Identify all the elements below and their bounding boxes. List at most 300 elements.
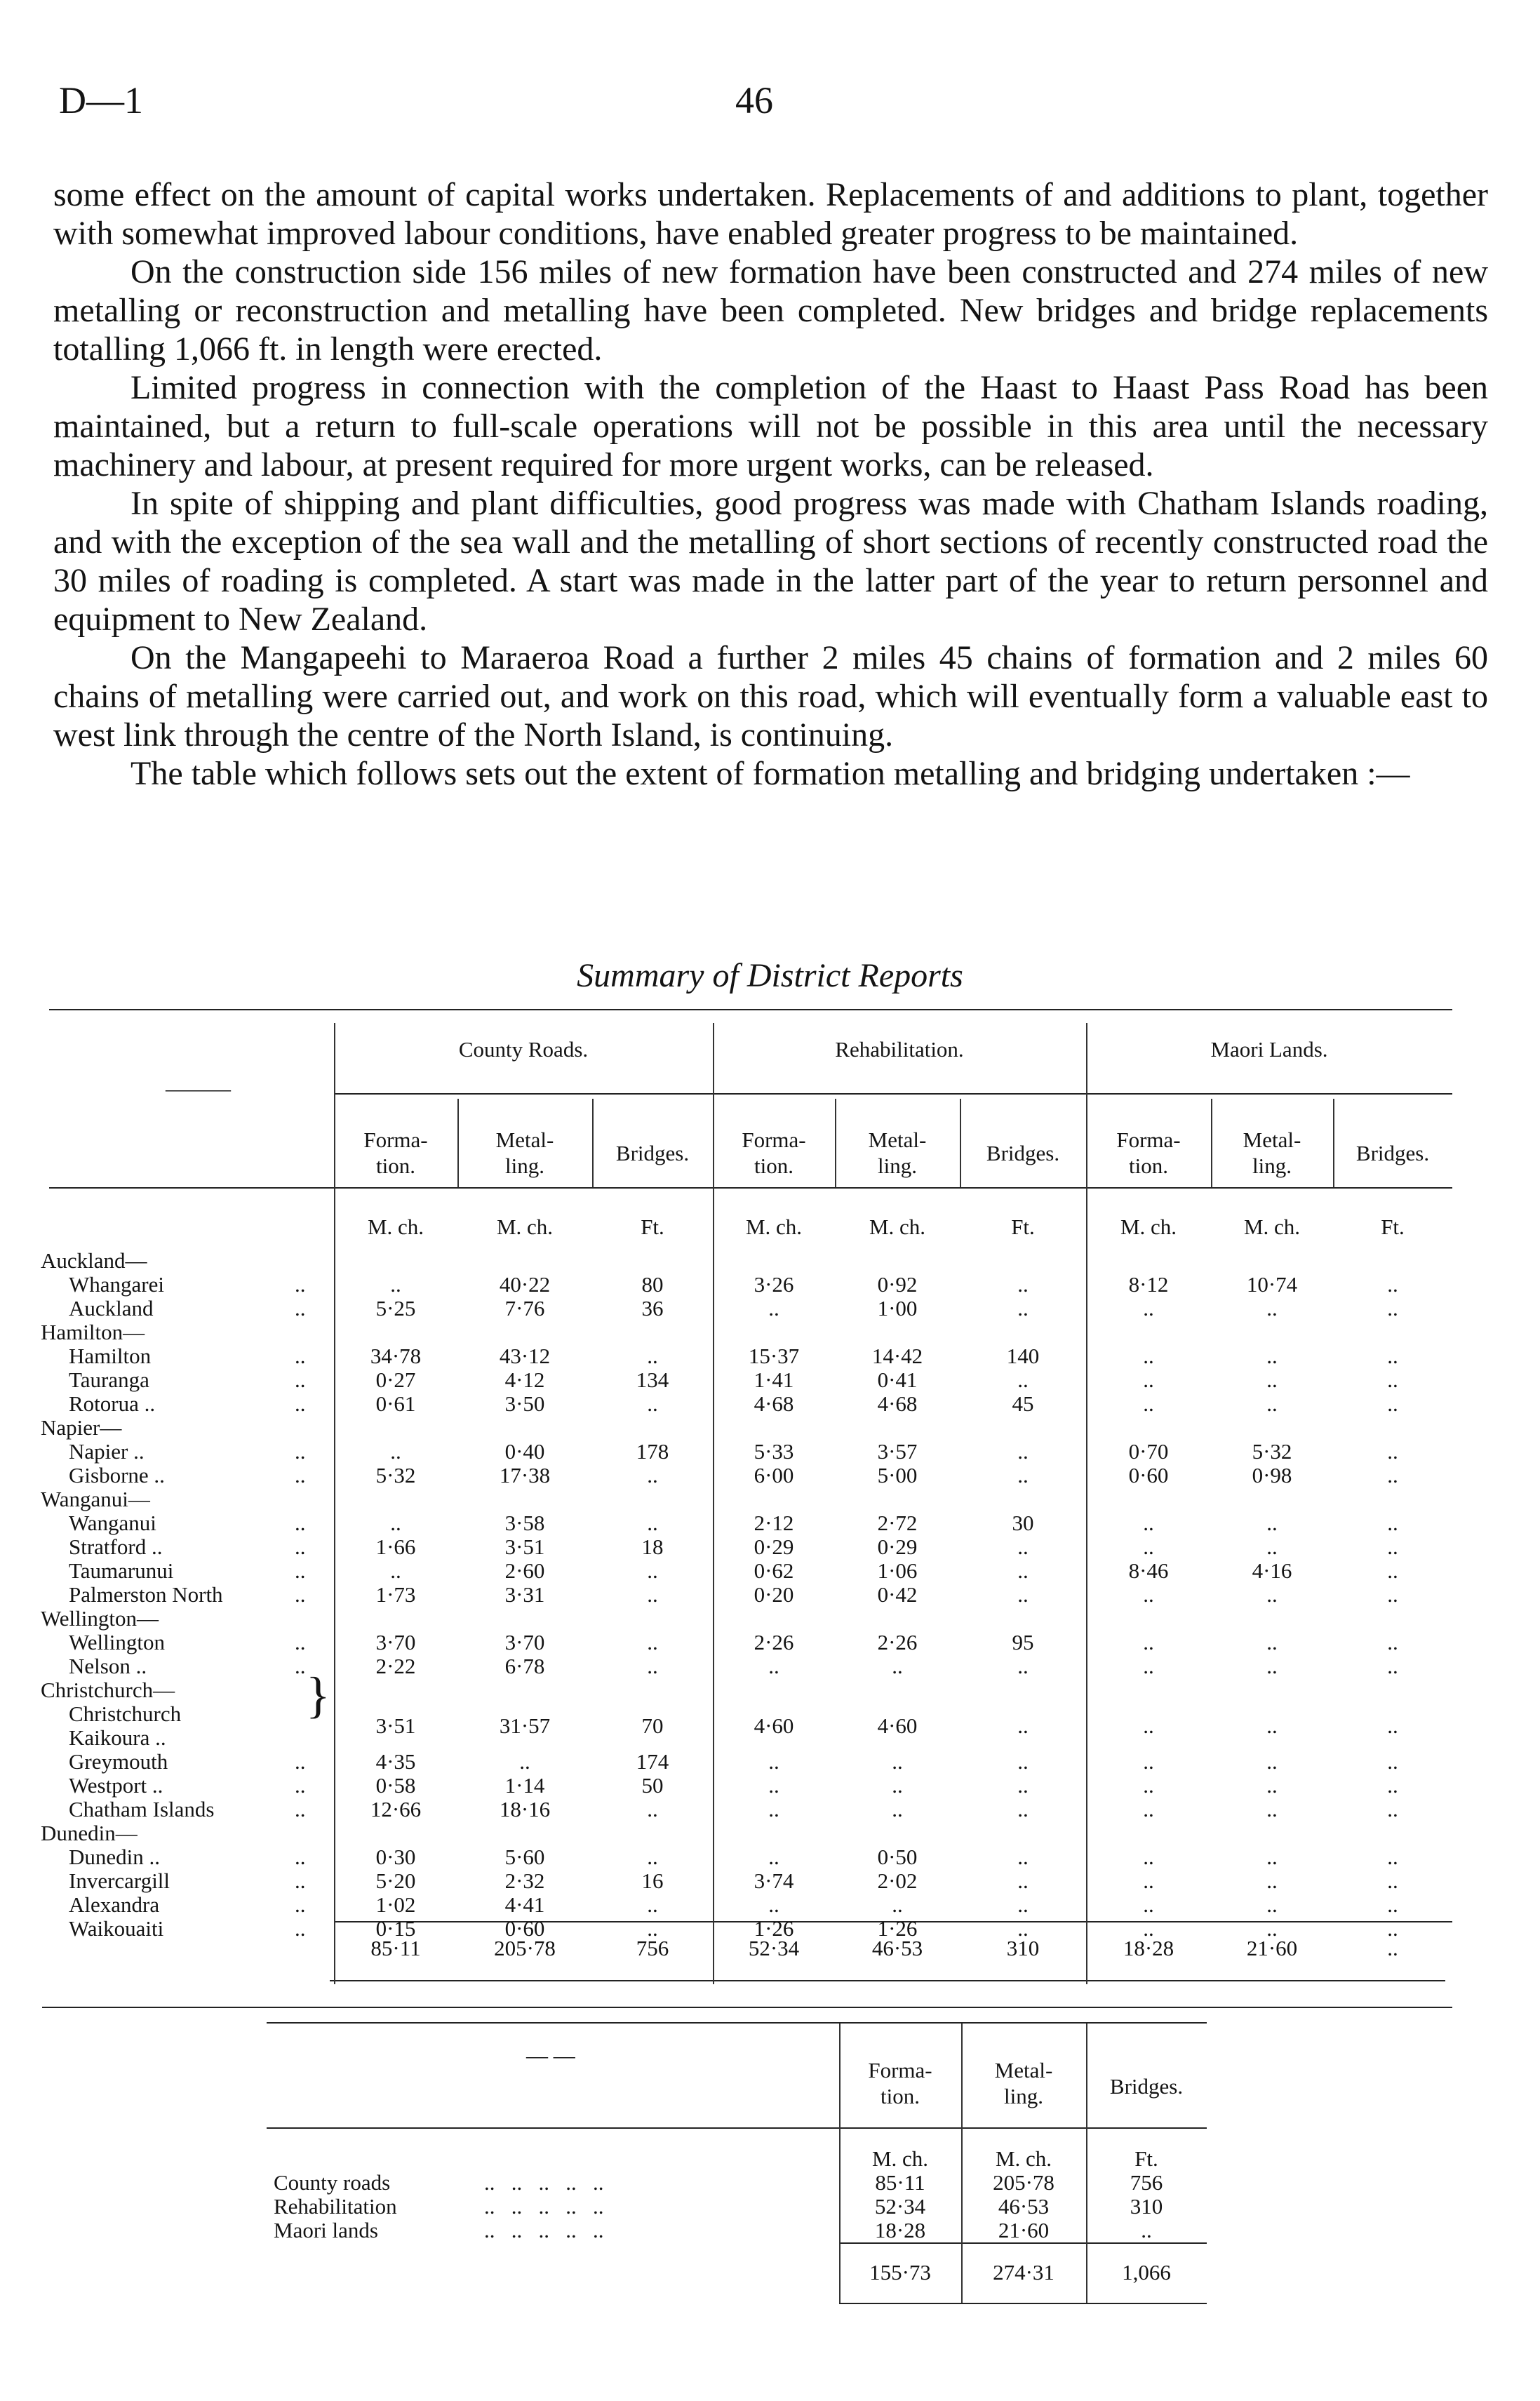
row-label: Kaikoura .. — [69, 1725, 166, 1750]
table-cell: .. — [390, 1272, 401, 1297]
leader-dots: .. — [295, 1916, 306, 1941]
leader-dots: .. — [295, 1773, 306, 1798]
table-cell: .. — [768, 1892, 779, 1917]
summary-cell: 310 — [1130, 2194, 1163, 2219]
unit-label: Ft. — [1381, 1215, 1405, 1239]
table-cell: 4·68 — [754, 1391, 794, 1416]
leader-dots: .. — [295, 1630, 306, 1654]
row-label: Alexandra — [69, 1892, 160, 1917]
table-cell: .. — [1143, 1749, 1154, 1774]
table-cell: .. — [1143, 1845, 1154, 1869]
table-cell: 4·41 — [504, 1892, 545, 1917]
table-cell: .. — [1017, 1797, 1029, 1821]
table-cell: 40·22 — [499, 1272, 551, 1297]
table-cell: .. — [647, 1463, 658, 1487]
table-cell: 7·76 — [504, 1296, 545, 1320]
table-cell: 2·26 — [754, 1630, 794, 1654]
table-cell: .. — [1017, 1892, 1029, 1917]
table-cell: .. — [892, 1654, 903, 1678]
leader-dots: .. — [295, 1463, 306, 1487]
column-header: Forma- tion. — [363, 1128, 428, 1178]
unit-label: M. ch. — [1243, 1215, 1301, 1239]
unit-label: Ft. — [1011, 1215, 1035, 1239]
table-cell: .. — [1143, 1344, 1154, 1368]
table-cell: 4·60 — [754, 1713, 794, 1738]
total-cell: 18·28 — [1123, 1936, 1174, 1960]
table-cell: 1·66 — [375, 1534, 416, 1559]
table-cell: .. — [1143, 1296, 1154, 1320]
row-label: Taumarunui — [69, 1558, 174, 1583]
row-label: Palmerston North — [69, 1582, 223, 1607]
summary-cell: .. — [1141, 2218, 1152, 2242]
summary-stub-dash: — — — [526, 2043, 575, 2068]
table-cell: 0·60 — [504, 1916, 545, 1941]
unit-label: M. ch. — [869, 1215, 926, 1239]
paragraph: Limited progress in connection with the completion of the Haast to Haast Pass Road has been maintained, but a return to full-scale operations will not be possible in this area until the necessary machinery and labour, at present required for more urgent works, can be released. — [53, 369, 1488, 483]
table-cell: .. — [1266, 1845, 1278, 1869]
table-cell: .. — [1387, 1511, 1398, 1535]
total-cell: 205·78 — [494, 1936, 556, 1960]
table-cell: 0·58 — [375, 1773, 416, 1798]
table-cell: .. — [1387, 1463, 1398, 1487]
table-cell: .. — [1143, 1654, 1154, 1678]
stub-dash: ——— — [166, 1076, 231, 1101]
table-cell: .. — [1387, 1582, 1398, 1607]
table-cell: 5·25 — [375, 1296, 416, 1320]
table-cell: 3·58 — [504, 1511, 545, 1535]
table-cell: .. — [1266, 1868, 1278, 1893]
leader-dots: .. — [295, 1296, 306, 1320]
table-cell: 174 — [636, 1749, 669, 1774]
table-cell: 178 — [636, 1439, 669, 1464]
leader-dots: .. .. .. .. .. — [484, 2194, 604, 2219]
table-cell: .. — [768, 1654, 779, 1678]
table-cell: 5·20 — [375, 1868, 416, 1893]
table-cell: .. — [1266, 1654, 1278, 1678]
leader-dots: .. — [295, 1439, 306, 1464]
table-cell: .. — [1387, 1296, 1398, 1320]
table-cell: .. — [1266, 1797, 1278, 1821]
table-cell: .. — [1017, 1439, 1029, 1464]
table-cell: .. — [647, 1797, 658, 1821]
table-bottom-rule — [330, 1980, 1445, 1981]
summary-cell: 46·53 — [998, 2194, 1050, 2219]
table-cell: 1·00 — [877, 1296, 918, 1320]
table-cell: 70 — [641, 1713, 664, 1738]
row-label: Chatham Islands — [69, 1797, 215, 1821]
table-cell: 30 — [1012, 1511, 1034, 1535]
table-cell: 6·78 — [504, 1654, 545, 1678]
summary-cell: 85·11 — [875, 2170, 925, 2195]
table-cell: .. — [1387, 1749, 1398, 1774]
table-cell: .. — [1143, 1534, 1154, 1559]
table-cell: .. — [647, 1916, 658, 1941]
table-cell: .. — [1017, 1654, 1029, 1678]
table-cell: 0·50 — [877, 1845, 918, 1869]
table-cell: .. — [1266, 1296, 1278, 1320]
paragraph: In spite of shipping and plant difficulties, good progress was made with Chatham Islands roading, and with the exception of the sea wall and the metalling of short sections of recently constructed road the 30 miles of roading is completed. A start was made in the latter part of the year to return personnel and equipment to New Zealand. — [53, 485, 1488, 638]
table-cell: 12·66 — [370, 1797, 422, 1821]
table-cell: 0·92 — [877, 1272, 918, 1297]
table-cell: 5·32 — [375, 1463, 416, 1487]
row-label: Whangarei — [69, 1272, 164, 1297]
table-cell: .. — [1387, 1654, 1398, 1678]
leader-dots: .. .. .. .. .. — [484, 2170, 604, 2195]
row-label: Greymouth — [69, 1749, 168, 1774]
table-cell: 3·31 — [504, 1582, 545, 1607]
table-cell: .. — [1017, 1916, 1029, 1941]
group-rule — [335, 1093, 1452, 1095]
table-cell: 3·26 — [754, 1272, 794, 1297]
table-cell: .. — [1387, 1558, 1398, 1583]
table-cell: 36 — [641, 1296, 664, 1320]
table-cell: .. — [768, 1773, 779, 1798]
summary-total-cell: 274·31 — [993, 2260, 1054, 2285]
leader-dots: .. — [295, 1534, 306, 1559]
row-label: Nelson .. — [69, 1654, 147, 1678]
table-cell: 2·72 — [877, 1511, 918, 1535]
total-cell: 52·34 — [748, 1936, 800, 1960]
table-caption: Summary of District Reports — [577, 957, 963, 994]
unit-label: M. ch. — [367, 1215, 424, 1239]
summary-totals-rule — [839, 2242, 1207, 2244]
table-cell: 5·00 — [877, 1463, 918, 1487]
row-label: Napier— — [41, 1415, 122, 1440]
table-cell: .. — [1387, 1713, 1398, 1738]
table-cell: 2·02 — [877, 1868, 918, 1893]
unit-label: M. ch. — [496, 1215, 554, 1239]
table-cell: .. — [1143, 1511, 1154, 1535]
table-cell: .. — [768, 1797, 779, 1821]
table-cell: .. — [1143, 1892, 1154, 1917]
table-cell: .. — [1387, 1391, 1398, 1416]
table-cell: .. — [1017, 1749, 1029, 1774]
total-cell: 756 — [636, 1936, 669, 1960]
table-cell: .. — [892, 1749, 903, 1774]
table-cell: 8·12 — [1128, 1272, 1169, 1297]
row-label: Rotorua .. — [69, 1391, 156, 1416]
leader-dots: .. — [295, 1391, 306, 1416]
table-cell: 3·51 — [375, 1713, 416, 1738]
summary-unit-label: Ft. — [1134, 2146, 1158, 2171]
table-cell: .. — [1266, 1713, 1278, 1738]
table-cell: 43·12 — [499, 1344, 551, 1368]
summary-column-header: Forma- tion. — [868, 2058, 932, 2108]
table-cell: .. — [1143, 1630, 1154, 1654]
column-header: Metal- ling. — [1243, 1128, 1301, 1178]
table-cell: .. — [1266, 1773, 1278, 1798]
table-cell: .. — [1143, 1391, 1154, 1416]
row-label: Tauranga — [69, 1367, 149, 1392]
page-ref: D—1 — [59, 79, 143, 121]
table-cell: 0·40 — [504, 1439, 545, 1464]
table-cell: 3·57 — [877, 1439, 918, 1464]
table-cell: 3·50 — [504, 1391, 545, 1416]
table-cell: 18 — [641, 1534, 664, 1559]
page-number: 46 — [735, 79, 773, 121]
summary-column-header: Metal- ling. — [994, 2058, 1053, 2108]
summary-row-label: County roads — [274, 2170, 391, 2195]
summary-unit-label: M. ch. — [871, 2146, 929, 2171]
table-cell: 3·74 — [754, 1868, 794, 1893]
table-cell: 0·30 — [375, 1845, 416, 1869]
table-cell: 14·42 — [871, 1344, 923, 1368]
row-label: Wellington — [69, 1630, 165, 1654]
total-cell: 46·53 — [871, 1936, 923, 1960]
row-label: Napier .. — [69, 1439, 145, 1464]
table-cell: 18·16 — [499, 1797, 551, 1821]
table-cell: .. — [1266, 1916, 1278, 1941]
table-cell: .. — [1017, 1534, 1029, 1559]
table-cell: .. — [1143, 1367, 1154, 1392]
table-cell: 1·02 — [375, 1892, 416, 1917]
table-cell: .. — [1266, 1511, 1278, 1535]
summary-row-label: Rehabilitation — [274, 2194, 397, 2219]
table-cell: .. — [1017, 1582, 1029, 1607]
leader-dots: .. — [295, 1511, 306, 1535]
table-cell: 3·70 — [375, 1630, 416, 1654]
table-cell: .. — [768, 1749, 779, 1774]
table-cell: 45 — [1012, 1391, 1034, 1416]
summary-cell: 52·34 — [874, 2194, 926, 2219]
table-cell: .. — [647, 1630, 658, 1654]
table-cell: 2·60 — [504, 1558, 545, 1583]
table-cell: .. — [1387, 1797, 1398, 1821]
table-cell: 0·29 — [754, 1534, 794, 1559]
table-cell: 0·42 — [877, 1582, 918, 1607]
table-cell: 140 — [1006, 1344, 1040, 1368]
table-cell: 10·74 — [1246, 1272, 1298, 1297]
table-cell: 16 — [641, 1868, 664, 1893]
summary-cell: 21·60 — [998, 2218, 1050, 2242]
paragraph: On the construction side 156 miles of new formation have been constructed and 274 miles of new metalling or reconstruction and metalling have been completed. New bridges and bridge replacements totalling 1,066 ft. in length were erected. — [53, 253, 1488, 368]
row-label: Auckland — [69, 1296, 154, 1320]
summary-row-label: Maori lands — [274, 2218, 378, 2242]
leader-dots: .. — [295, 1344, 306, 1368]
table-cell: .. — [647, 1582, 658, 1607]
table-cell: .. — [1266, 1391, 1278, 1416]
table-cell: 31·57 — [499, 1713, 551, 1738]
table-cell: 0·41 — [877, 1367, 918, 1392]
table-cell: .. — [390, 1511, 401, 1535]
column-header: Forma- tion. — [1116, 1128, 1181, 1178]
table-cell: 0·98 — [1252, 1463, 1292, 1487]
table-cell: .. — [1017, 1272, 1029, 1297]
table-cell: .. — [1017, 1463, 1029, 1487]
table-cell: .. — [1387, 1534, 1398, 1559]
table-cell: 0·70 — [1128, 1439, 1169, 1464]
table-cell: 2·12 — [754, 1511, 794, 1535]
table-cell: 4·68 — [877, 1391, 918, 1416]
summary-cell: 18·28 — [874, 2218, 926, 2242]
row-label: Gisborne .. — [69, 1463, 165, 1487]
summary-top-rule — [267, 2022, 1207, 2024]
table-cell: .. — [1387, 1892, 1398, 1917]
column-header: Metal- ling. — [495, 1128, 554, 1178]
table-cell: .. — [1143, 1713, 1154, 1738]
table-cell: .. — [647, 1654, 658, 1678]
table-cell: .. — [1387, 1367, 1398, 1392]
table-cell: .. — [647, 1558, 658, 1583]
table-cell: 0·60 — [1128, 1463, 1169, 1487]
table-cell: .. — [1387, 1344, 1398, 1368]
table-cell: 4·35 — [375, 1749, 416, 1774]
table-cell: .. — [1387, 1272, 1398, 1297]
table-cell: .. — [1266, 1892, 1278, 1917]
brace-symbol: } — [306, 1667, 330, 1723]
table-cell: .. — [768, 1845, 779, 1869]
column-header: Bridges. — [615, 1141, 690, 1165]
summary-cell: 756 — [1130, 2170, 1163, 2195]
table-cell: .. — [892, 1797, 903, 1821]
row-label: Waikouaiti — [69, 1916, 164, 1941]
row-label: Westport .. — [69, 1773, 163, 1798]
table-cell: 15·37 — [748, 1344, 800, 1368]
summary-column-header: Bridges. — [1109, 2074, 1184, 2099]
row-label: Dunedin .. — [69, 1845, 161, 1869]
total-cell: 85·11 — [370, 1936, 421, 1960]
leader-dots: .. — [295, 1868, 306, 1893]
table-cell: .. — [390, 1439, 401, 1464]
table-cell: .. — [892, 1892, 903, 1917]
table-cell: .. — [1387, 1630, 1398, 1654]
table-cell: .. — [1387, 1845, 1398, 1869]
summary-header-rule — [267, 2127, 1207, 2129]
row-label: Christchurch— — [41, 1678, 175, 1702]
table-cell: .. — [1387, 1439, 1398, 1464]
summary-bottom-rule — [839, 2303, 1207, 2304]
table-cell: 1·26 — [877, 1916, 918, 1941]
table-end-rule — [42, 2007, 1452, 2008]
table-cell: 2·32 — [504, 1868, 545, 1893]
table-cell: 134 — [636, 1367, 669, 1392]
row-label: Hamilton — [69, 1344, 152, 1368]
table-cell: 1·41 — [754, 1367, 794, 1392]
table-cell: 2·22 — [375, 1654, 416, 1678]
table-cell: 8·46 — [1128, 1558, 1169, 1583]
table-cell: .. — [1017, 1558, 1029, 1583]
body-text — [53, 175, 1488, 793]
table-cell: 1·26 — [754, 1916, 794, 1941]
leader-dots: .. .. .. .. .. — [484, 2218, 604, 2242]
leader-dots: .. — [295, 1558, 306, 1583]
table-cell: .. — [1387, 1916, 1398, 1941]
table-cell: .. — [1017, 1845, 1029, 1869]
table-cell: 5·60 — [504, 1845, 545, 1869]
row-label: Christchurch — [69, 1701, 182, 1726]
column-header: Forma- tion. — [742, 1128, 806, 1178]
summary-total-cell: 155·73 — [869, 2260, 931, 2285]
column-header: Bridges. — [1355, 1141, 1430, 1165]
total-cell: .. — [1387, 1936, 1398, 1960]
table-cell: .. — [647, 1511, 658, 1535]
unit-label: Ft. — [641, 1215, 664, 1239]
table-cell: 50 — [641, 1773, 664, 1798]
group-maori-lands: Maori Lands. — [1210, 1037, 1328, 1062]
total-cell: 310 — [1006, 1936, 1040, 1960]
leader-dots: .. — [295, 1272, 306, 1297]
table-cell: .. — [647, 1391, 658, 1416]
table-cell: 3·51 — [504, 1534, 545, 1559]
table-cell: .. — [390, 1558, 401, 1583]
table-cell: 2·26 — [877, 1630, 918, 1654]
table-cell: .. — [1017, 1868, 1029, 1893]
table-cell: 95 — [1012, 1630, 1034, 1654]
paragraph: some effect on the amount of capital works undertaken. Replacements of and additions to plant, together with somewhat improved labour conditions, have enabled greater progress to be maintained. — [53, 176, 1488, 252]
row-label: Wanganui — [69, 1511, 156, 1535]
leader-dots: .. — [295, 1797, 306, 1821]
table-cell: .. — [647, 1892, 658, 1917]
table-cell: 4·12 — [504, 1367, 545, 1392]
unit-label: M. ch. — [1120, 1215, 1177, 1239]
table-cell: .. — [1266, 1367, 1278, 1392]
leader-dots: .. — [295, 1582, 306, 1607]
table-cell: 80 — [641, 1272, 664, 1297]
table-cell: .. — [1266, 1749, 1278, 1774]
row-label: Auckland— — [41, 1248, 147, 1273]
table-top-rule — [49, 1009, 1452, 1010]
table-cell: 34·78 — [370, 1344, 422, 1368]
table-cell: .. — [647, 1344, 658, 1368]
table-cell: .. — [1266, 1582, 1278, 1607]
table-cell: 4·16 — [1252, 1558, 1292, 1583]
table-cell: .. — [1266, 1630, 1278, 1654]
header-bottom-rule — [49, 1187, 1452, 1189]
group-rehabilitation: Rehabilitation. — [835, 1037, 964, 1062]
table-cell: 0·15 — [375, 1916, 416, 1941]
leader-dots: .. — [295, 1892, 306, 1917]
table-cell: .. — [1017, 1773, 1029, 1798]
table-cell: 4·60 — [877, 1713, 918, 1738]
table-cell: 17·38 — [499, 1463, 551, 1487]
table-cell: 5·33 — [754, 1439, 794, 1464]
row-label: Wanganui— — [41, 1487, 150, 1511]
table-cell: .. — [768, 1296, 779, 1320]
row-label: Wellington— — [41, 1606, 159, 1631]
table-cell: .. — [647, 1845, 658, 1869]
table-cell: .. — [1143, 1773, 1154, 1798]
table-cell: .. — [892, 1773, 903, 1798]
paragraph: On the Mangapeehi to Maraeroa Road a further 2 miles 45 chains of formation and 2 miles 60 chains of metalling were carried out, and work on this road, which will eventually form a valuable east to west link through the centre of the North Island, is continuing. — [53, 639, 1488, 754]
column-header: Metal- ling. — [868, 1128, 927, 1178]
table-cell: 0·20 — [754, 1582, 794, 1607]
table-cell: 5·32 — [1252, 1439, 1292, 1464]
table-cell: .. — [1266, 1344, 1278, 1368]
row-label: Invercargill — [69, 1868, 170, 1893]
leader-dots: .. — [295, 1845, 306, 1869]
table-cell: 3·70 — [504, 1630, 545, 1654]
table-cell: 0·62 — [754, 1558, 794, 1583]
table-cell: .. — [1017, 1367, 1029, 1392]
table-cell: 0·61 — [375, 1391, 416, 1416]
table-cell: .. — [1266, 1534, 1278, 1559]
table-cell: 1·14 — [504, 1773, 545, 1798]
paragraph: The table which follows sets out the extent of formation metalling and bridging undertaken :— — [130, 755, 1410, 792]
table-cell: .. — [1017, 1296, 1029, 1320]
summary-total-cell: 1,066 — [1122, 2260, 1171, 2285]
row-label: Hamilton— — [41, 1320, 145, 1344]
total-cell: 21·60 — [1246, 1936, 1298, 1960]
unit-label: M. ch. — [745, 1215, 803, 1239]
table-cell: 6·00 — [754, 1463, 794, 1487]
table-cell: 0·27 — [375, 1367, 416, 1392]
table-cell: .. — [1017, 1713, 1029, 1738]
table-cell: .. — [519, 1749, 530, 1774]
leader-dots: .. — [295, 1654, 306, 1678]
table-cell: 0·29 — [877, 1534, 918, 1559]
table-cell: .. — [1143, 1916, 1154, 1941]
group-county-roads: County Roads. — [458, 1037, 589, 1062]
